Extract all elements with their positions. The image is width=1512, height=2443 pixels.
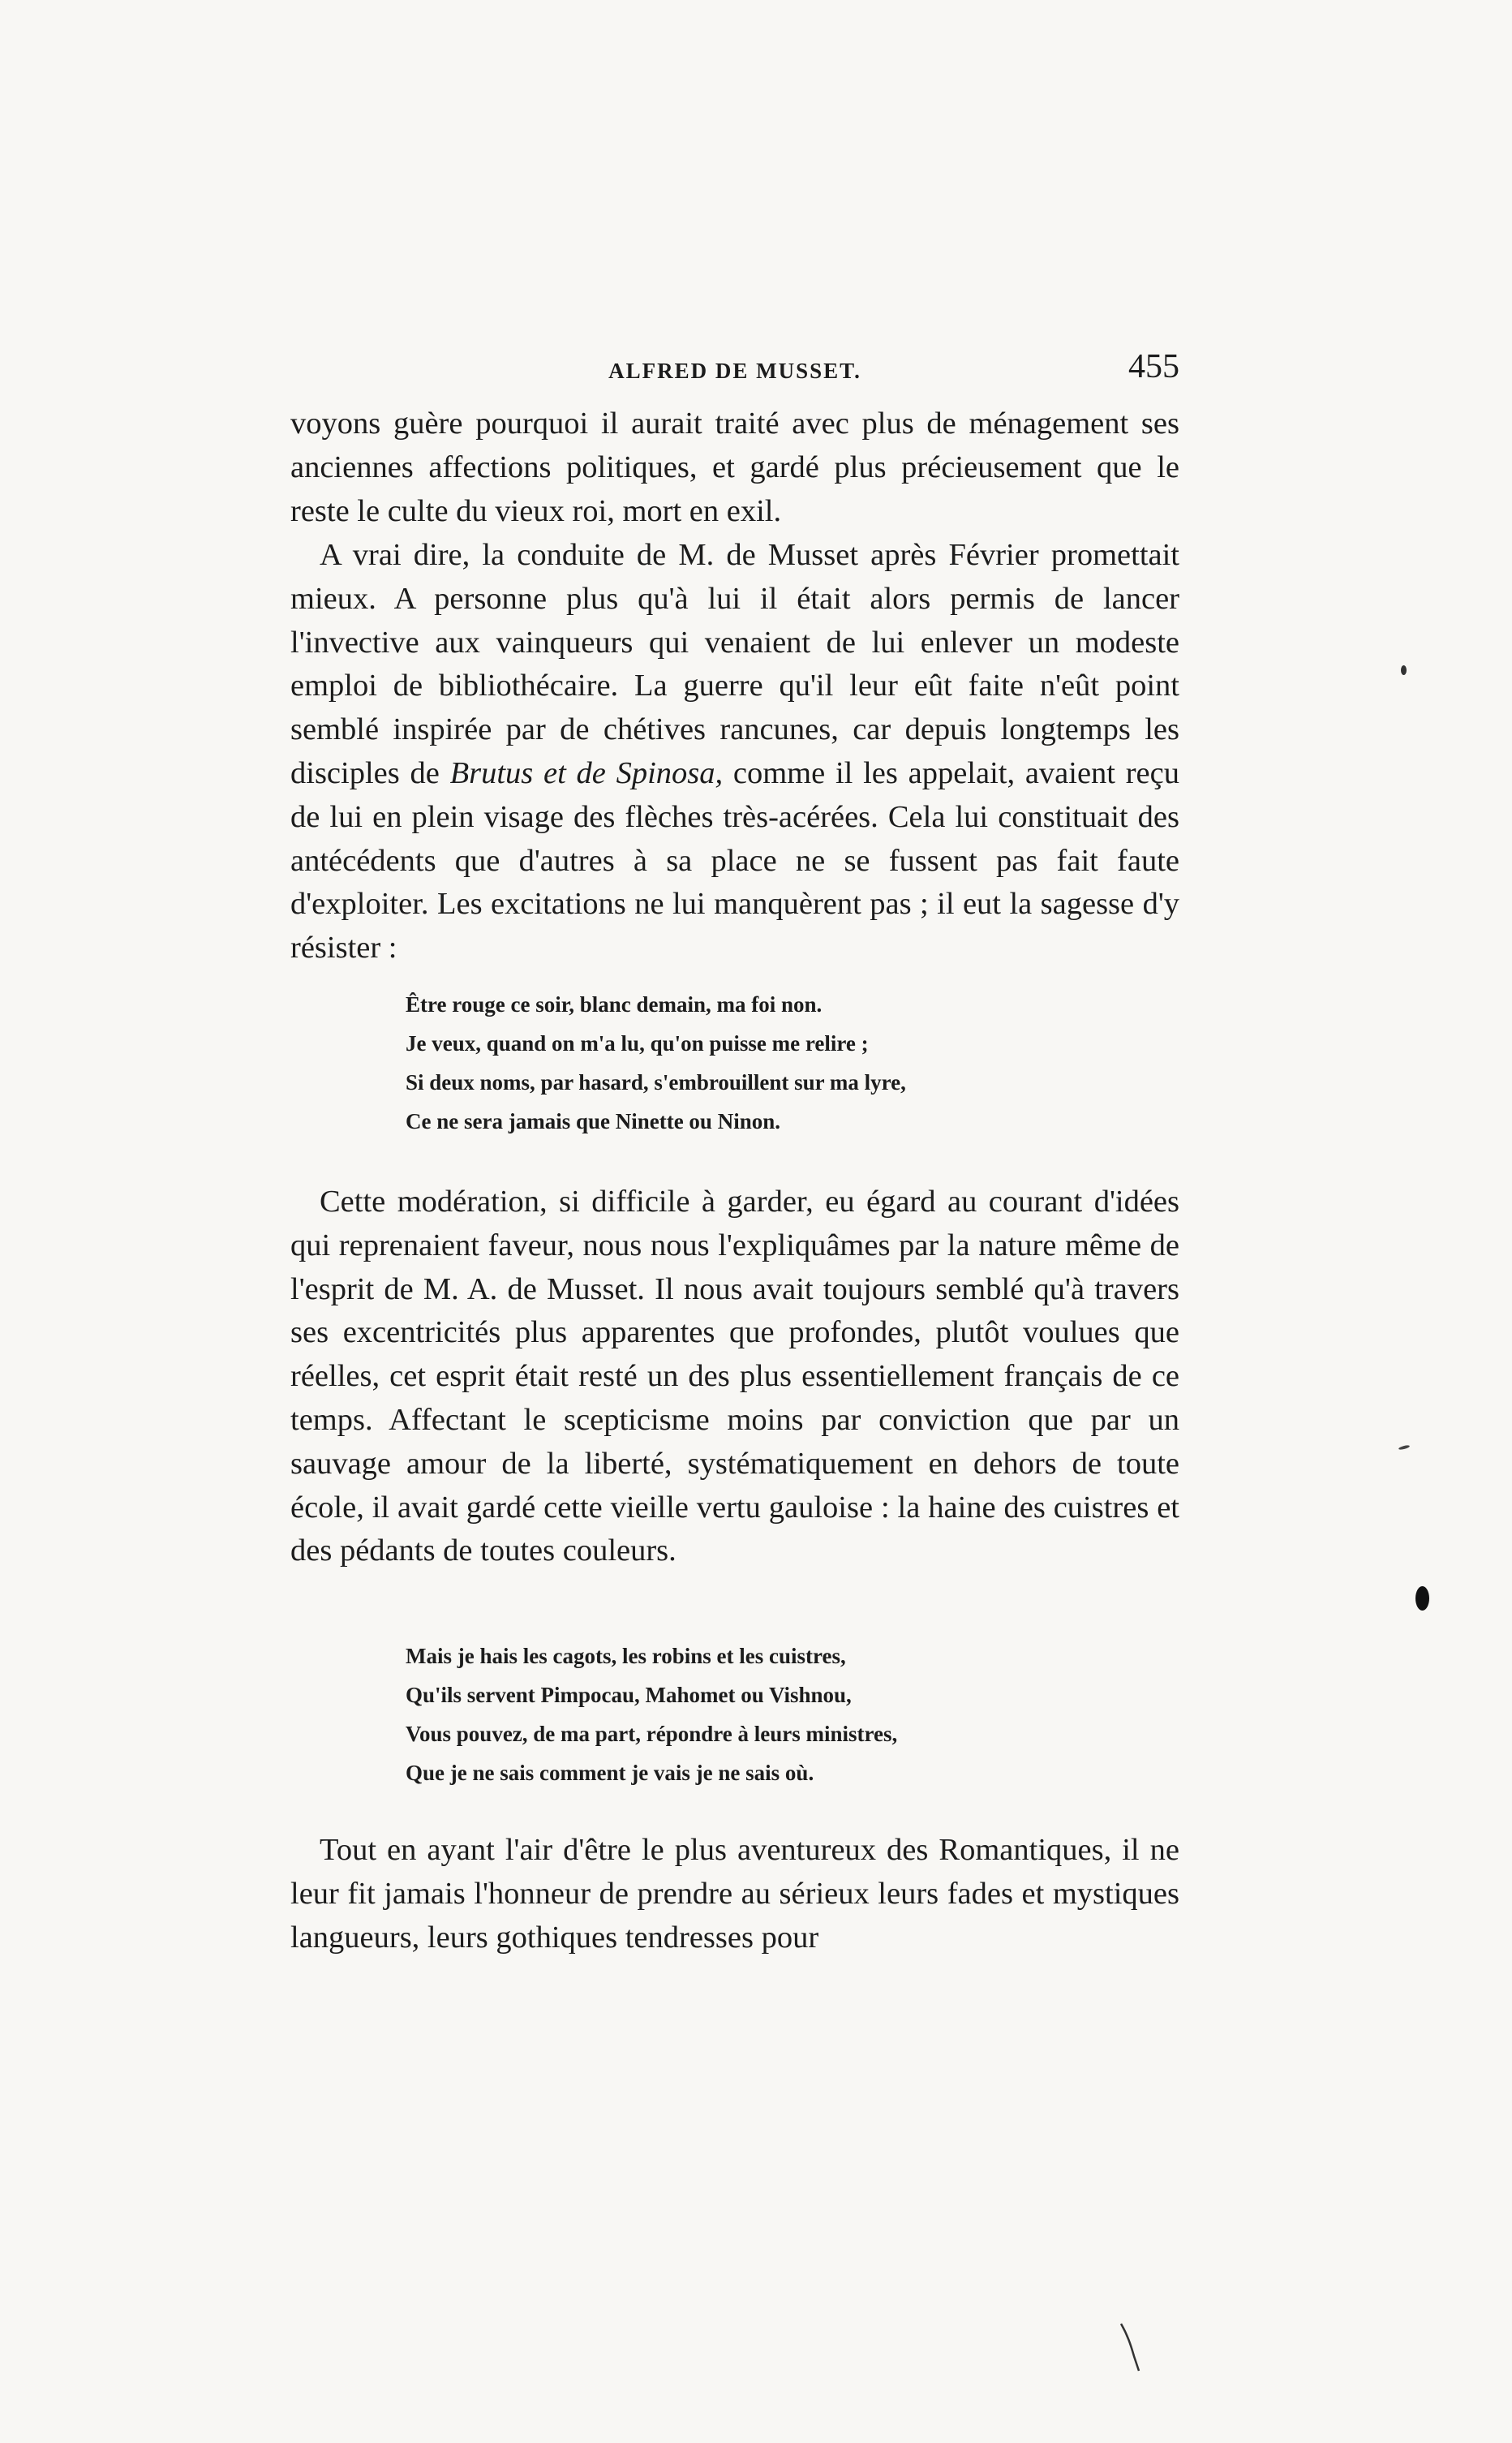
paragraph-2 <box>290 534 1179 970</box>
paragraph-4-block <box>290 1829 1179 1959</box>
paragraph-2-text-b: comme il les appelait, avaient reçu de lui en plein visage des flèches très-acérées. Cela lui constituait des antécédents que d'autres à sa place ne se fussent pas fait faute d'exploiter. Les excitations ne lui manquèrent pas ; il eut la sagesse d'y résister : <box>290 755 1179 966</box>
ink-stroke <box>1118 2320 1142 2377</box>
ink-speck <box>1401 665 1407 675</box>
paragraph-2-text-a: A vrai dire, la conduite de M. de Musset après Février promettait mieux. A personne plus qu'à lui il était alors permis de lancer l'invective aux vainqueurs qui venaient de lui enlever un modeste emploi de bibliothécaire. La guerre qu'il leur eût faite n'eût point semblé inspirée par de chétives rancunes, car depuis longtemps les disciples de <box>290 538 1179 790</box>
paragraph-3 <box>290 1181 1179 1573</box>
page-number: 455 <box>1128 348 1179 385</box>
paragraph-1-block <box>290 402 1179 533</box>
paragraph-2-italic: Brutus et de Spinosa, <box>449 755 724 790</box>
verse-line: Mais je hais les cagots, les robins et les cuistres, <box>406 1644 846 1668</box>
verse-line: Vous pouvez, de ma part, répondre à leurs ministres, <box>406 1722 898 1746</box>
paragraph-4-text: Tout en ayant l'air d'être le plus aventureux des Romantiques, il ne leur fit jamais l'honneur de prendre au sérieux leurs fades et mystiques langueurs, leurs gothiques tendresses pour <box>290 1833 1179 1955</box>
verse-line: Qu'ils servent Pimpocau, Mahomet ou Vishnou, <box>406 1683 852 1707</box>
paragraph-3-block <box>290 1181 1179 1573</box>
ink-speck <box>1398 1444 1411 1450</box>
verse-line: Si deux noms, par hasard, s'embrouillent sur ma lyre, <box>406 1070 906 1095</box>
verse-2 <box>406 1637 1103 1792</box>
verse-line: Être rouge ce soir, blanc demain, ma foi non. <box>406 992 823 1017</box>
running-head <box>290 347 1179 393</box>
paragraph-3-text: Cette modération, si difficile à garder, eu égard au courant d'idées qui reprenaient faveur, nous nous l'expliquâmes par la nature même de l'esprit de M. A. de Musset. Il nous avait toujours semblé qu'à travers ses excentricités plus apparentes que profondes, plutôt voulues que réelles, cet esprit était resté un des plus essentiellement français de ce temps. Affectant le scepticisme moins par conviction que par un sauvage amour de la liberté, systématiquement en dehors de toute école, il avait gardé cette vieille vertu gauloise : la haine des cuistres et des pédants de toutes couleurs. <box>290 1185 1179 1568</box>
paragraph-1: voyons guère pourquoi il aurait traité avec plus de ménagement ses anciennes affections politiques, et gardé plus précieusement que le reste le culte du vieux roi, mort en exil. <box>290 406 1179 528</box>
verse-line: Que je ne sais comment je vais je ne sais où. <box>406 1761 814 1785</box>
ink-blot <box>1415 1586 1429 1611</box>
paragraph-2-block <box>290 534 1179 970</box>
paragraph-4 <box>290 1829 1179 1959</box>
verse-1 <box>406 985 1103 1141</box>
verse-line: Je veux, quand on m'a lu, qu'on puisse me relire ; <box>406 1031 869 1056</box>
running-title: ALFRED DE MUSSET. <box>608 359 861 383</box>
verse-line: Ce ne sera jamais que Ninette ou Ninon. <box>406 1109 780 1133</box>
